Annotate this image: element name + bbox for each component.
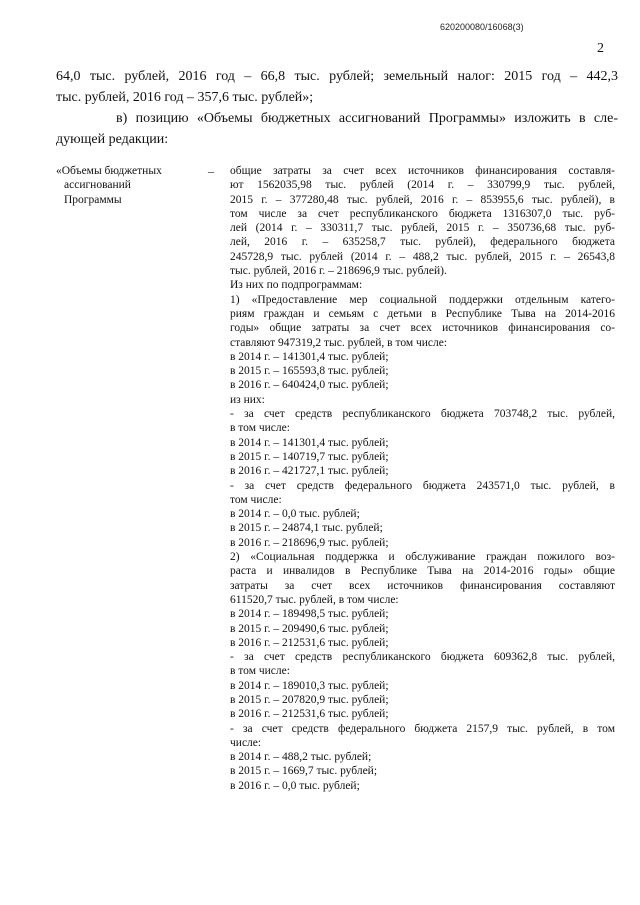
content-line: в 2015 г. – 207820,9 тыс. рублей; <box>230 693 389 706</box>
content-line: 2015 г. – 377280,48 тыс. рублей, 2016 г. – 853955,6 тыс. рублей), в <box>230 193 615 206</box>
content-line: в том числе: <box>230 665 290 678</box>
content-line: числе: <box>230 736 262 749</box>
content-line: том числе за счет республиканского бюджета 1316307,0 тыс. руб- <box>230 207 615 220</box>
content-line: в 2015 г. – 165593,8 тыс. рублей; <box>230 365 389 378</box>
content-line: в 2014 г. – 141301,4 тыс. рублей; <box>230 436 389 449</box>
content-line: в 2014 г. – 488,2 тыс. рублей; <box>230 751 372 764</box>
label-line: «Объемы бюджетных <box>56 165 162 177</box>
content-line: лей, 2016 г. – 635258,7 тыс. рублей), федерального бюджета <box>230 236 615 249</box>
content-line: в 2015 г. – 1669,7 тыс. рублей; <box>230 765 378 778</box>
content-line: в 2015 г. – 209490,6 тыс. рублей; <box>230 622 389 635</box>
content-line: риям граждан и семьям с детьми в Республике Тыва на 2014-2016 <box>230 307 615 320</box>
content-line: - за счет средств республиканского бюджета 703748,2 тыс. рублей, <box>230 408 615 421</box>
content-line: - за счет средств федерального бюджета 243571,0 тыс. рублей, в <box>230 479 615 492</box>
content-line: затраты за счет всех источников финансирования составляют <box>230 579 615 592</box>
content-line: тыс. рублей, 2016 г. – 218696,9 тыс. рублей). <box>230 265 447 278</box>
content-line: в 2014 г. – 0,0 тыс. рублей; <box>230 508 360 521</box>
content-line: в том числе: <box>230 422 290 435</box>
content-line: в 2016 г. – 218696,9 тыс. рублей; <box>230 536 389 549</box>
content-line: том числе: <box>230 493 282 506</box>
content-line: в 2016 г. – 421727,1 тыс. рублей; <box>230 465 389 478</box>
separator-dash: – <box>208 164 214 178</box>
content-line: из них: <box>230 393 265 406</box>
page-number: 2 <box>597 41 604 56</box>
content-line: в 2014 г. – 141301,4 тыс. рублей; <box>230 350 389 363</box>
content-line: годы» общие затраты за счет всех источников финансирования со- <box>230 322 615 335</box>
content-line: общие затраты за счет всех источников финансирования составля- <box>230 165 615 177</box>
content-line: Из них по подпрограммам: <box>230 279 363 292</box>
content-line: в 2015 г. – 24874,1 тыс. рублей; <box>230 522 383 535</box>
content-line: в 2014 г. – 189010,3 тыс. рублей; <box>230 679 389 692</box>
content-line: в 2016 г. – 640424,0 тыс. рублей; <box>230 379 389 392</box>
document-id: 620200080/16068(3) <box>440 22 524 32</box>
content-line: в 2015 г. – 140719,7 тыс. рублей; <box>230 450 389 463</box>
intro-paragraph <box>56 66 618 150</box>
allocation-text <box>230 164 615 793</box>
content-line: ставляют 947319,2 тыс. рублей, в том числе: <box>230 336 448 349</box>
intro-line: в) позицию «Объемы бюджетных ассигнований Программы» изложить в сле- <box>116 111 618 126</box>
content-line: раста и инвалидов в Республике Тыва на 2014-2016 годы» общие <box>230 565 615 578</box>
content-line: 2) «Социальная поддержка и обслуживание граждан пожилого воз- <box>230 551 615 564</box>
intro-line: дующей редакции: <box>56 132 169 147</box>
content-line: в 2014 г. – 189498,5 тыс. рублей; <box>230 608 389 621</box>
position-label <box>56 164 206 207</box>
content-line: 1) «Предоставление мер социальной поддержки отдельным катего- <box>230 293 615 306</box>
intro-line: тыс. рублей, 2016 год – 357,6 тыс. рублей»; <box>56 90 314 105</box>
content-line: 611520,7 тыс. рублей, в том числе: <box>230 593 399 606</box>
content-line: в 2016 г. – 212531,6 тыс. рублей; <box>230 708 389 721</box>
content-line: ют 1562035,98 тыс. рублей (2014 г. – 330799,9 тыс. рублей, <box>230 179 615 192</box>
content-line: в 2016 г. – 0,0 тыс. рублей; <box>230 779 360 792</box>
content-line: лей (2014 г. – 330311,7 тыс. рублей, 2015 г. – 350736,68 тыс. руб- <box>230 222 615 235</box>
content-line: - за счет средств федерального бюджета 2157,9 тыс. рублей, в том <box>230 722 615 735</box>
intro-line: 64,0 тыс. рублей, 2016 год – 66,8 тыс. рублей; земельный налог: 2015 год – 442,3 <box>56 69 618 84</box>
content-line: в 2016 г. – 212531,6 тыс. рублей; <box>230 636 389 649</box>
content-line: - за счет средств республиканского бюджета 609362,8 тыс. рублей, <box>230 651 615 664</box>
label-line: Программы <box>64 193 122 206</box>
label-line: ассигнований <box>64 179 131 192</box>
content-line: 245728,9 тыс. рублей (2014 г. – 488,2 тыс. рублей, 2015 г. – 26543,8 <box>230 250 615 263</box>
